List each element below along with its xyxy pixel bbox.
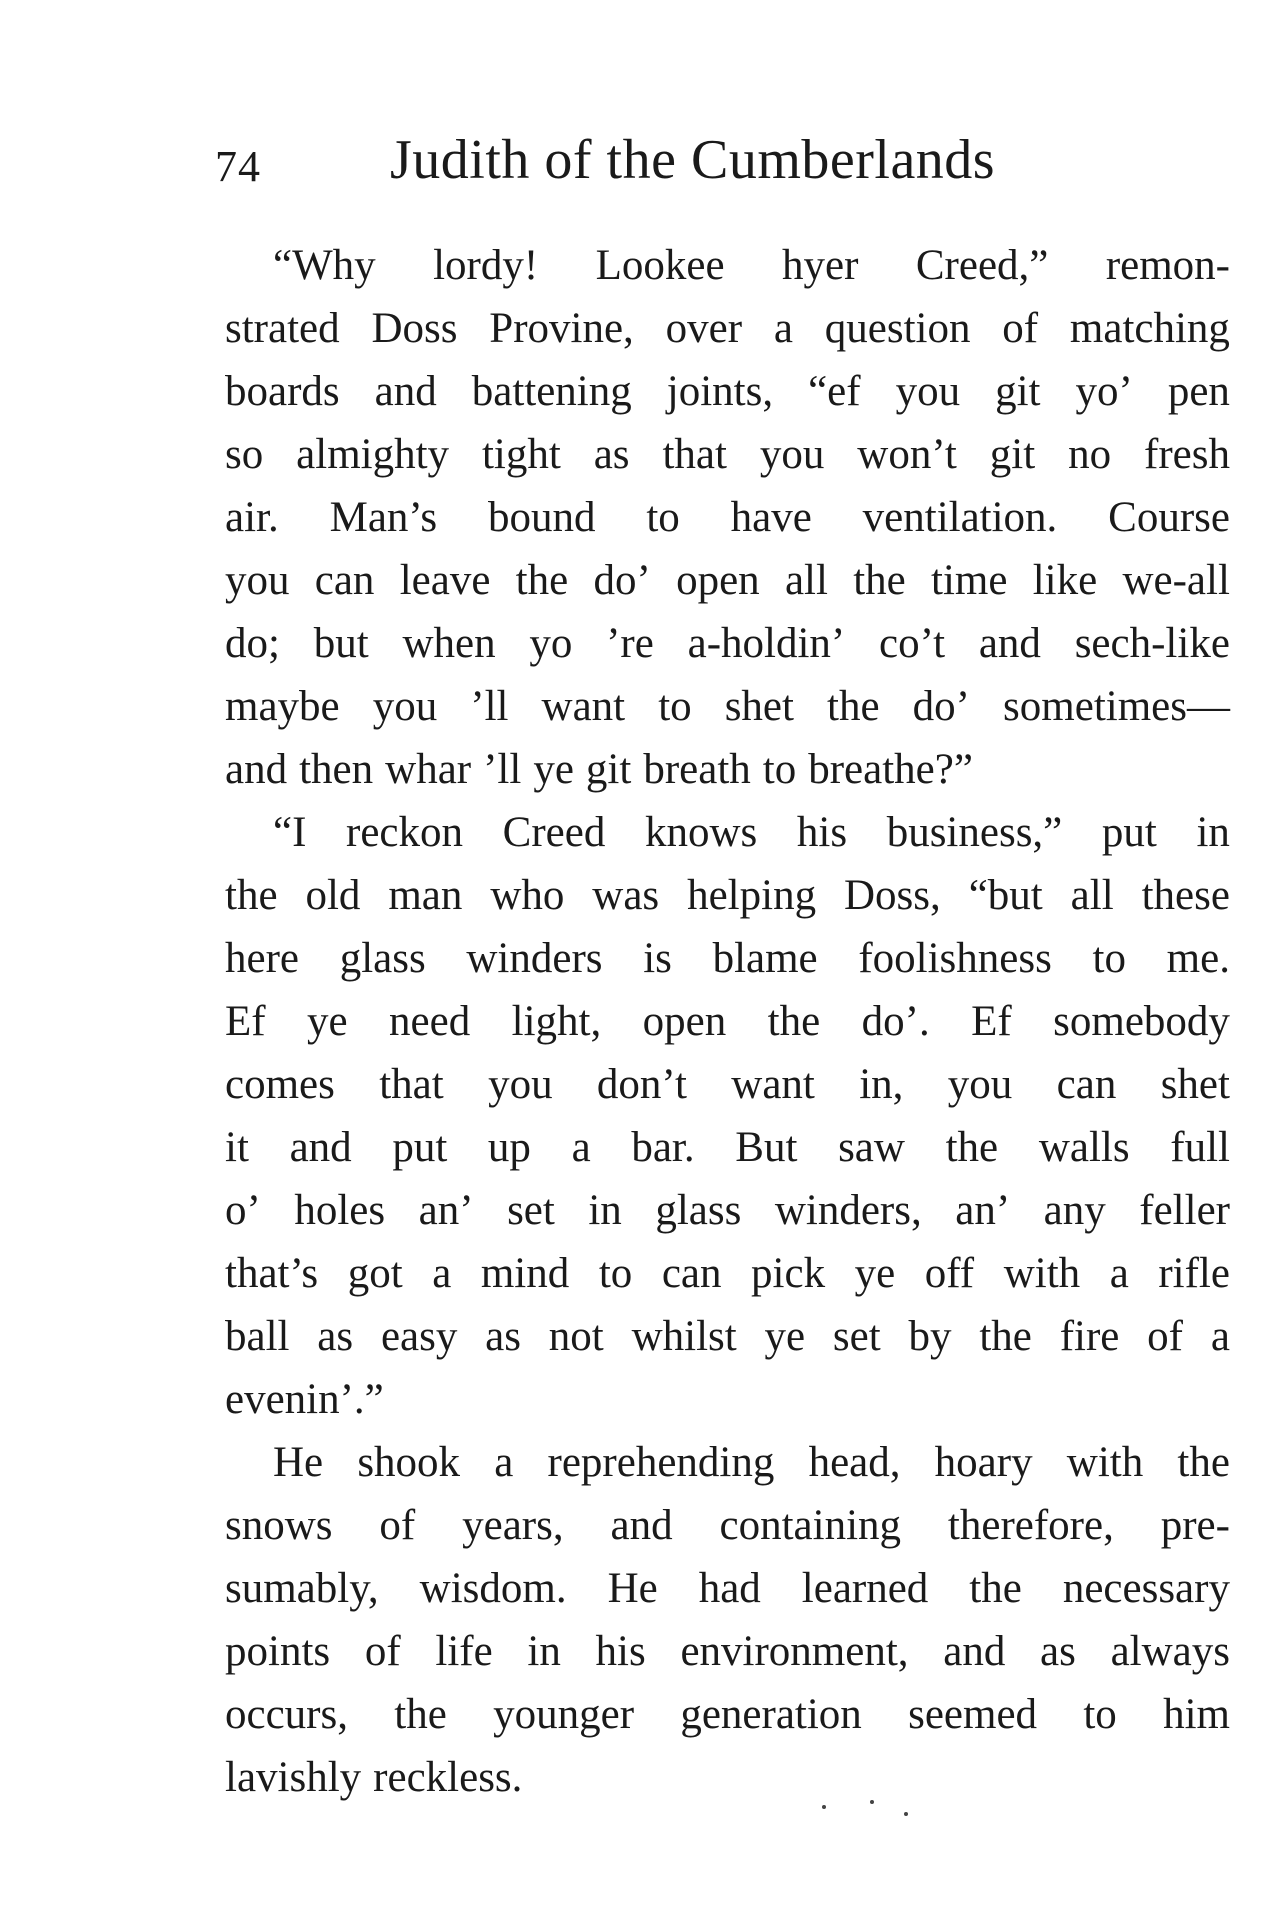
text-line: occurs, the younger generation seemed to him bbox=[225, 1691, 1230, 1738]
text-line: air. Man’s bound to have ventilation. Course bbox=[225, 494, 1230, 541]
text-line: snows of years, and containing therefore, pre- bbox=[225, 1502, 1230, 1549]
text-line: “Why lordy! Lookee hyer Creed,” remon- bbox=[273, 242, 1230, 289]
text-line: Ef ye need light, open the do’. Ef somebody bbox=[225, 998, 1230, 1045]
print-speck bbox=[870, 1800, 874, 1804]
text-line: He shook a reprehending head, hoary with the bbox=[273, 1439, 1230, 1486]
text-line: the old man who was helping Doss, “but all these bbox=[225, 872, 1230, 919]
paragraph bbox=[225, 801, 1230, 1431]
text-line: and then whar ’ll ye git breath to breathe?” bbox=[225, 746, 973, 793]
text-line: points of life in his environment, and as always bbox=[225, 1628, 1230, 1675]
text-line: lavishly reckless. bbox=[225, 1754, 523, 1801]
text-line: so almighty tight as that you won’t git no fresh bbox=[225, 431, 1230, 478]
paragraph bbox=[225, 234, 1230, 801]
text-line: that’s got a mind to can pick ye off with a rifle bbox=[225, 1250, 1230, 1297]
text-line: evenin’.” bbox=[225, 1376, 384, 1423]
text-line: “I reckon Creed knows his business,” put in bbox=[273, 809, 1230, 856]
text-line: boards and battening joints, “ef you git yo’ pen bbox=[225, 368, 1230, 415]
paragraph bbox=[225, 1431, 1230, 1809]
text-line: ball as easy as not whilst ye set by the fire of a bbox=[225, 1313, 1230, 1360]
text-line: here glass winders is blame foolishness to me. bbox=[225, 935, 1230, 982]
body-text bbox=[225, 234, 1230, 1809]
text-line: do; but when yo ’re a-holdin’ co’t and sech-like bbox=[225, 620, 1230, 667]
text-line: you can leave the do’ open all the time like we-all bbox=[225, 557, 1230, 604]
text-line: strated Doss Provine, over a question of matching bbox=[225, 305, 1230, 352]
page-header bbox=[215, 128, 1235, 198]
print-speck bbox=[904, 1812, 908, 1816]
running-head: Judith of the Cumberlands bbox=[390, 129, 996, 191]
text-line: it and put up a bar. But saw the walls full bbox=[225, 1124, 1230, 1171]
page-number: 74 bbox=[215, 142, 261, 191]
text-line: sumably, wisdom. He had learned the necessary bbox=[225, 1565, 1230, 1612]
text-line: o’ holes an’ set in glass winders, an’ any feller bbox=[225, 1187, 1230, 1234]
text-line: comes that you don’t want in, you can shet bbox=[225, 1061, 1230, 1108]
text-line: maybe you ’ll want to shet the do’ sometimes— bbox=[225, 683, 1230, 730]
print-speck bbox=[822, 1805, 826, 1809]
